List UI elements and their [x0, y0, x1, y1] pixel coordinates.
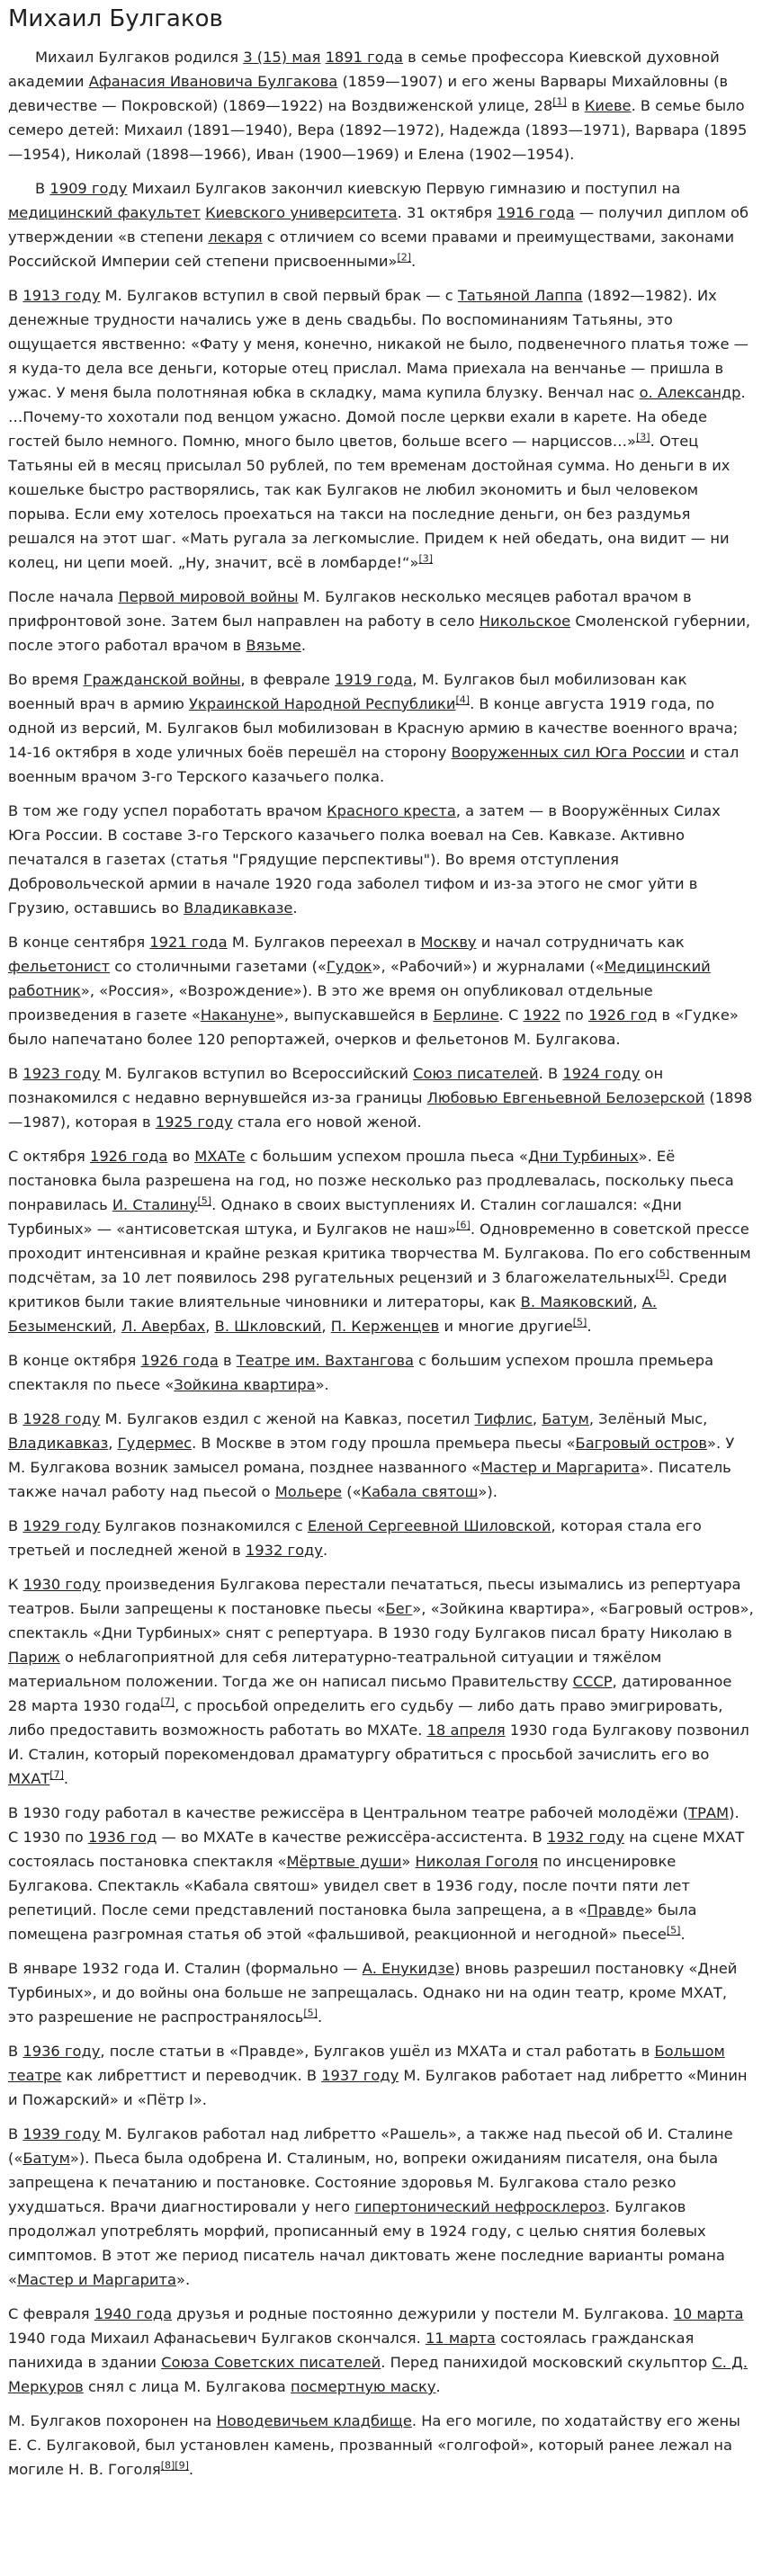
article-link[interactable]: А. Енукидзе [362, 1960, 455, 1977]
text-run: он познакомился с недавно вернувшейся из-за границы [8, 1065, 664, 1106]
article-link[interactable]: Театре им. Вахтангова [236, 1352, 414, 1369]
reference-superscript [175, 2460, 189, 2472]
article-link[interactable]: Батум [542, 1410, 589, 1427]
article-link[interactable]: фельетонист [8, 958, 111, 975]
text-run: Во время [8, 671, 84, 688]
text-run: , [632, 1293, 642, 1310]
text-run: », выпускавшейся в [274, 1006, 434, 1024]
article-link[interactable]: медицинский факультет [8, 204, 201, 221]
article-link[interactable]: МХАТ [8, 1770, 50, 1787]
text-run: во [167, 1148, 195, 1165]
text-run: В [8, 2125, 23, 2142]
article-link[interactable]: Новодевичьем кладбище [216, 2412, 412, 2429]
text-run: о неблагоприятной для себя литературно-театральной ситуации и тяжёлом материальном положении. Тогда же он написал письмо Правительству [8, 1649, 662, 1690]
text-run: Михаил Булгаков закончил киевскую Первую гимназию и поступил на [127, 180, 681, 197]
text-run: После начала [8, 588, 119, 605]
text-run: , [108, 1435, 118, 1452]
article-link[interactable]: 11 марта [425, 2330, 496, 2347]
text-run: на сцене МХАТ состоялась постановка спектакля « [8, 1829, 745, 1870]
article-link[interactable]: 1925 году [155, 1114, 233, 1131]
article-link[interactable]: Вязьме [246, 637, 301, 654]
article-link[interactable]: Татьяной Лаппа [457, 287, 583, 304]
text-run: и начал сотрудничать как [476, 934, 685, 951]
article-link[interactable]: А. Безыменский [8, 1293, 658, 1335]
reference-link[interactable]: [3] [636, 431, 650, 443]
text-run: В [8, 287, 23, 304]
paragraph [8, 2039, 754, 2112]
text-run: » [401, 1853, 416, 1870]
text-run: », «Зойкина квартира», «Багровый остров», спектакль «Дни Турбиных» снят с репертуара. В 1930 году Булгаков писал брату Николаю в [8, 1600, 754, 1641]
paragraph [8, 1061, 754, 1134]
text-run: . 31 октября [397, 204, 498, 221]
text-run: , датированное 28 марта 1930 года [8, 1673, 732, 1714]
text-run: , в феврале [240, 671, 336, 688]
article-link[interactable]: ТРАМ [688, 1804, 730, 1821]
text-run: с большим успехом прошла премьера спектакля по пьесе « [8, 1352, 714, 1393]
text-run: . [680, 1926, 686, 1943]
text-run: произведения Булгакова перестали печататься, пьесы изымались из репертуара театров. Были запрещены к постановке пьесы « [8, 1576, 741, 1617]
text-run: В [8, 1410, 23, 1427]
text-run: , [112, 1318, 121, 1335]
text-run: В [8, 1065, 23, 1082]
reference-link[interactable]: [5] [655, 1267, 670, 1280]
article-link[interactable]: 1891 года [325, 49, 403, 66]
reference-link[interactable]: [5] [303, 2007, 318, 2019]
reference-superscript [456, 1220, 471, 1231]
article-link[interactable]: Багровый остров [575, 1435, 708, 1452]
article-link[interactable]: Медицинский работник [8, 958, 711, 999]
text-run: . [63, 1770, 69, 1787]
text-run: . Булгаков продолжал употреблять морфий, прописанный ему в 1924 году, с целью снятия болевых симптомов. В этот же период писатель начал диктовать жене последние варианты романа « [8, 2198, 725, 2288]
article-link[interactable]: лекаря [208, 228, 263, 246]
text-run: . В [538, 1065, 563, 1082]
article-link[interactable]: Любовью Евгеньевной Белозерской [426, 1089, 705, 1106]
reference-superscript [636, 432, 650, 443]
article-link[interactable]: В. Маяковский [520, 1293, 633, 1310]
article-link[interactable]: Афанасия Ивановича Булгакова [88, 73, 338, 90]
article-link[interactable]: Первой мировой войны [118, 588, 299, 605]
paragraph [8, 176, 754, 273]
text-run: В конце сентября [8, 934, 150, 951]
text-run: как либреттист и переводчик. В [61, 2067, 322, 2084]
text-run: снял с лица М. Булгакова [83, 2378, 291, 2395]
paragraph [8, 1407, 754, 1504]
text-run: », «Рабочий») и журналами (« [372, 958, 605, 975]
text-run: С февраля [8, 2305, 94, 2322]
text-run: К [8, 1576, 23, 1593]
text-run: состоялась гражданская панихида в здании [8, 2330, 695, 2371]
text-run: »). [478, 1483, 498, 1500]
article-link[interactable]: Зойкина квартира [174, 1376, 316, 1393]
text-run: В конце октября [8, 1352, 141, 1369]
text-run: . Среди критиков были такие влиятельные чиновники и литераторы, как [8, 1269, 728, 1310]
text-run: ) вновь разрешил постановку «Дней Турбиных», и до войны она больше не запрещалась. Однако ни на один театр, кроме МХАТ, это разрешение не распространялось [8, 1960, 738, 2026]
reference-link[interactable]: [8] [160, 2459, 175, 2472]
text-run: , а затем — в Вооружённых Силах Юга России. В составе 3-го Терского казачьего полка воевал на Сев. Кавказе. Активно печатался в газетах (статья "Грядущие перспективы"). Во время отступления Добровольческой армии в начале 1920 года заболел тифом и из-за этого не смог уйти в Грузию, оставшись во [8, 802, 721, 917]
article-link[interactable]: 1919 года [335, 671, 413, 688]
text-run: . Одновременно в советской прессе проходит интенсивная и крайне резкая критика творчества М. Булгакова. По его собственным подсчётам, за 10 лет появилось 298 ругательных рецензий и 3 благожелательных [8, 1221, 751, 1286]
text-run: . Однако в своих выступлениях И. Сталин соглашался: «Дни Турбиных» — «антисоветская штука, и Булгаков не наш» [8, 1196, 682, 1238]
article-link[interactable]: Союза Советских писателей [161, 2354, 381, 2371]
text-run: , [532, 1410, 542, 1427]
text-run: с отличием со всеми правами и преимуществами, законами Российской Империи сей степени присвоенными» [8, 228, 735, 270]
text-run: . Отец Татьяны ей в месяц присылал 50 рублей, по тем временам достойная сумма. Но деньги в их кошельке быстро растворялись, так как Булгаков не любил экономить и был человеком порыва. Если ему хотелось проехаться на такси на последние деньги, он без раздумья решался на этот шаг. «Мать ругала за легкомыслие. Придем к ней обедать, она видит — ни колец, ни цепи моей. „Ну, значит, всё в ломбарде!“» [8, 433, 731, 571]
paragraph [8, 667, 754, 789]
article-link[interactable]: 1932 году [245, 1542, 323, 1559]
text-run: М. Булгаков ездил с женой на Кавказ, посетил [100, 1410, 475, 1427]
article-link[interactable]: 1923 году [22, 1065, 101, 1082]
article-link[interactable]: И. Сталину [112, 1196, 198, 1213]
paragraph [8, 2409, 754, 2482]
text-run: В [35, 180, 50, 197]
text-run: М. Булгаков работал над либретто «Рашель», а также над пьесой об И. Сталине (« [8, 2125, 733, 2167]
article-link[interactable]: МХАТе [194, 1148, 246, 1165]
text-run: (1859—1907) и его жены Варвары Михайловны (в девичестве — Покровской) (1869—1922) на Воздвиженской улице, 28 [8, 73, 729, 114]
article-link[interactable]: Киевского университета [205, 204, 398, 221]
text-run: . В семье было семеро детей: Михаил (1891—1940), Вера (1892—1972), Надежда (1893—1971), Варвара (1895—1954), Николай (1898—1966), Иван (1900—1969) и Елена (1902—1954). [8, 97, 748, 163]
article-link[interactable]: 1926 года [89, 1148, 168, 1165]
article-link[interactable]: 1922 [523, 1006, 560, 1024]
text-run: ». У М. Булгакова возник замысел романа, позднее названного « [8, 1435, 735, 1476]
article-link[interactable]: Украинской Народной Республики [189, 695, 456, 712]
text-run: . [435, 2378, 441, 2395]
article-link[interactable]: 1939 году [22, 2125, 101, 2142]
text-run: »). Пьеса была одобрена И. Сталиным, но, вопреки ожиданиям писателя, она была запрещена к печатанию и постановке. Состояние здоровья М. Булгакова стало резко ухудшаться. Врачи диагностировали у него [8, 2150, 719, 2215]
article-link[interactable]: П. Керженцев [330, 1318, 440, 1335]
text-run: , которая стала его третьей и последней женой в [8, 1517, 702, 1559]
reference-superscript [455, 694, 470, 706]
reference-superscript [552, 96, 567, 108]
article-link[interactable]: Бег [385, 1600, 413, 1617]
text-run: 1930 года Булгакову позвонил И. Сталин, который порекомендовал драматургу обратиться с просьбой зачислить его во [8, 1722, 749, 1763]
article-link[interactable]: 1940 года [94, 2305, 173, 2322]
article-link[interactable]: 3 (15) мая [243, 49, 321, 66]
article-link[interactable]: Мёртвые души [286, 1853, 402, 1870]
text-run: . …Почему-то хохотали под венцом ужасно. Домой после церкви ехали в карете. На обеде гостей было немного. Помню, много было цветов, больше всего — нарциссов…» [8, 384, 746, 450]
reference-link[interactable]: [2] [397, 251, 412, 264]
article-link[interactable]: Дни Турбиных [527, 1148, 639, 1165]
reference-superscript [198, 1195, 212, 1207]
reference-link[interactable]: [7] [49, 1768, 64, 1781]
article-link[interactable]: Союз писателей [413, 1065, 539, 1082]
text-run: , [205, 1318, 215, 1335]
article-link[interactable]: 1909 году [49, 180, 128, 197]
article-link[interactable]: Мольере [274, 1483, 343, 1500]
text-run: Смоленской губернии, после этого работал врачом в [8, 613, 751, 654]
text-run: . На его могиле, по ходатайству его жены Е. С. Булгаковой, был установлен камень, прозванный «голгофой», который ранее лежал на могиле Н. В. Гоголя [8, 2412, 740, 2478]
article-link[interactable]: 1936 год [87, 1829, 157, 1846]
article-link[interactable]: 1929 году [22, 1517, 101, 1534]
paragraph [8, 585, 754, 657]
article-link[interactable]: 18 апреля [426, 1722, 506, 1739]
text-run: со столичными газетами (« [110, 958, 327, 975]
article-link[interactable]: Мастер и Маргарита [16, 2271, 176, 2288]
reference-link[interactable]: [9] [175, 2459, 189, 2472]
article-link[interactable]: Никольское [479, 613, 571, 630]
text-run: (« [342, 1483, 362, 1500]
article-link[interactable]: Гудермес [117, 1435, 193, 1452]
text-run: В 1930 году работал в качестве режиссёра в Центральном театре рабочей молодёжи ( [8, 1804, 689, 1821]
paragraph [8, 283, 754, 575]
article-link[interactable]: Гражданской войны [83, 671, 241, 688]
article-link[interactable]: Мастер и Маргарита [480, 1459, 641, 1476]
text-run: . [317, 2008, 323, 2026]
text-run: стала его новой женой. [232, 1114, 422, 1131]
article-link[interactable]: 1937 году [321, 2067, 399, 2084]
text-run: по [560, 1006, 588, 1024]
article-link[interactable]: Кабала святош [361, 1483, 479, 1500]
text-run: . [188, 2461, 194, 2478]
text-run: . Перед панихидой московский скульптор [381, 2354, 713, 2371]
text-run: В [8, 2043, 23, 2060]
reference-superscript [667, 1925, 681, 1936]
text-run: , Зелёный Мыс, [588, 1410, 708, 1427]
article-link[interactable]: В. Шкловский [214, 1318, 322, 1335]
text-run: 1940 года Михаил Афанасьевич Булгаков скончался. [8, 2330, 426, 2347]
text-run: , [321, 1318, 331, 1335]
paragraph [8, 45, 754, 166]
article-link[interactable]: Л. Авербах [121, 1318, 206, 1335]
article-link[interactable]: Берлине [433, 1006, 499, 1024]
paragraph [8, 1348, 754, 1397]
article-link[interactable]: С. Д. Меркуров [8, 2354, 749, 2395]
text-run: . С [498, 1006, 524, 1024]
article-link[interactable]: 1936 году [22, 2043, 101, 2060]
text-run: Михаил Булгаков родился [35, 49, 244, 66]
paragraph [8, 799, 754, 920]
text-run: в [566, 97, 585, 114]
text-run: , М. Булгаков был мобилизован как военный врач в армию [8, 671, 687, 712]
text-run: . [322, 1542, 328, 1559]
article-link[interactable]: Еленой Сергеевной Шиловской [307, 1517, 551, 1534]
text-run: . В Москве в этом году прошла премьера пьесы « [192, 1435, 576, 1452]
article-link[interactable]: 1924 году [562, 1065, 641, 1082]
article-link[interactable]: 1926 года [140, 1352, 219, 1369]
text-run: и многие другие [439, 1318, 573, 1335]
reference-superscript [49, 1769, 64, 1781]
page-title: Михаил Булгаков [8, 5, 223, 32]
text-run: В том же году успел поработать врачом [8, 802, 327, 819]
reference-link[interactable]: [5] [197, 1194, 212, 1207]
article-link[interactable]: Николая Гоголя [415, 1853, 539, 1870]
reference-superscript [573, 1317, 587, 1328]
text-run: (1898—1987), которая в [8, 1089, 753, 1131]
text-run: и стал военным врачом 3-го Терского казачьего полка. [8, 744, 740, 785]
reference-superscript [160, 1696, 175, 1708]
reference-link[interactable]: [6] [456, 1219, 471, 1231]
text-run: в [218, 1352, 237, 1369]
text-run: . [411, 253, 417, 270]
article-link[interactable]: о. Александр [639, 384, 741, 401]
reference-link[interactable]: [3] [418, 552, 434, 565]
text-run: М. Булгаков переехал в [227, 934, 421, 951]
article-link[interactable]: 1916 года [497, 204, 575, 221]
text-run: », «Россия», «Возрождение»). В это же время он опубликовал отдельные произведения в газете « [8, 982, 653, 1024]
text-run: В январе 1932 года И. Сталин (формально — [8, 1960, 363, 1977]
text-run: с большим успехом прошла пьеса « [245, 1148, 528, 1165]
reference-superscript [418, 553, 433, 565]
text-run: — получил диплом об утверждении «в степени [8, 204, 749, 246]
article-link[interactable]: Батум [22, 2150, 70, 2167]
article-link[interactable]: 1932 году [547, 1829, 625, 1846]
paragraph [8, 1572, 754, 1791]
article-link[interactable]: 1928 году [22, 1410, 101, 1427]
text-run: . [300, 637, 307, 654]
text-run: М. Булгаков похоронен на [8, 2412, 217, 2429]
text-run: М. Булгаков вступил во Всероссийский [100, 1065, 414, 1082]
article-link[interactable]: гипертонический нефросклероз [354, 2198, 605, 2215]
text-run: , с просьбой определить его судьбу — либо дать право эмигрировать, либо предоставить возможность работать во МХАТе. [8, 1697, 723, 1739]
article-link[interactable]: 1921 года [149, 934, 228, 951]
text-run: друзья и родные постоянно дежурили у постели М. Булгакова. [172, 2305, 674, 2322]
reference-link[interactable]: [1] [552, 95, 567, 108]
paragraph [8, 2302, 754, 2399]
text-run: (1892—1982). Их денежные трудности начались уже в день свадьбы. По воспоминаниям Татьяны, это ощущается явственно: «Фату у меня, конечно, никакой не было, подвенечного платья тоже — я куда-то дела все деньги, которые отец прислал. Мама приехала на венчанье — пришла в ужас. У меня была полотняная юбка в складку, мама купила блузку. Венчал нас [8, 287, 749, 401]
paragraph [8, 1956, 754, 2029]
text-run: М. Булгаков работает над либретто «Минин и Пожарский» и «Пётр I». [8, 2067, 748, 2108]
article-link[interactable]: Гудок [326, 958, 372, 975]
paragraph [8, 930, 754, 1051]
reference-link[interactable]: [7] [160, 1695, 175, 1708]
text-run: В [8, 1517, 23, 1534]
article-link[interactable]: 1913 году [22, 287, 101, 304]
paragraph [8, 1801, 754, 1946]
text-run: М. Булгаков несколько месяцев работал врачом в прифронтовой зоне. Затем был направлен на работу в село [8, 588, 692, 630]
text-run: . [292, 899, 298, 917]
article-body [8, 45, 754, 2482]
reference-superscript [303, 2008, 318, 2019]
text-run: , после статьи в «Правде», Булгаков ушёл из МХАТа и стал работать в [100, 2043, 655, 2060]
article-link[interactable]: Киеве [584, 97, 632, 114]
text-run: в «Гудке» было напечатано более 120 репортажей, очерков и фельетонов М. Булгакова. [8, 1006, 739, 1048]
article-link[interactable]: Вооруженных сил Юга России [451, 744, 686, 761]
article-link[interactable]: 1930 году [22, 1576, 101, 1593]
text-run: — во МХАТе в качестве режиссёра-ассистента. В [157, 1829, 548, 1846]
text-run: С октября [8, 1148, 90, 1165]
text-run: ». [315, 1376, 329, 1393]
article-link[interactable]: Правде [587, 1901, 645, 1919]
text-run: ». Писатель также начал работу над пьесой о [8, 1459, 731, 1500]
reference-link[interactable]: [5] [572, 1316, 587, 1328]
article-link[interactable]: Владикавказ [8, 1435, 109, 1452]
reference-superscript [397, 252, 411, 264]
article-link[interactable]: Большом театре [8, 2043, 725, 2084]
text-run: . [587, 1318, 592, 1335]
text-run: ). С 1930 по [8, 1804, 740, 1846]
article-link[interactable]: Москву [420, 934, 477, 951]
text-run: ». [175, 2271, 191, 2288]
reference-link[interactable]: [4] [455, 693, 471, 706]
paragraph [8, 2122, 754, 2292]
reference-superscript [656, 1268, 670, 1280]
reference-superscript [161, 2460, 175, 2472]
article-link[interactable]: Париж [8, 1649, 60, 1666]
text-run: » была помещена разгромная статья об этой «фальшивой, реакционной и негодной» пьесе [8, 1901, 697, 1943]
paragraph [8, 1144, 754, 1338]
text-run: по инсценировке Булгакова. Спектакль «Кабала святош» увидел свет в 1936 году, после почти пяти лет репетиций. После семи представлений постановка была запрещена, а в « [8, 1853, 690, 1919]
article-link[interactable]: 1926 год [587, 1006, 658, 1024]
article-link[interactable]: Накануне [200, 1006, 275, 1024]
text-run: ». Её постановка была разрешена на год, но позже несколько раз продлевалась, поскольку пьеса понравилась [8, 1148, 734, 1213]
article-link[interactable]: Владикавказе [184, 899, 293, 917]
article-link[interactable]: 10 марта [673, 2305, 744, 2322]
text-run: Булгаков познакомился с [100, 1517, 308, 1534]
text-run: в семье профессора Киевской духовной академии [8, 49, 720, 90]
reference-link[interactable]: [5] [666, 1924, 681, 1936]
article-link[interactable]: посмертную маску [290, 2378, 436, 2395]
article-link[interactable]: Красного креста [327, 802, 456, 819]
article-link[interactable]: Тифлис [474, 1410, 533, 1427]
text-run: . В конце августа 1919 года, по одной из версий, М. Булгаков был мобилизован в Красную армию в качестве военного врача; 14-16 октября в ходе уличных боёв перешёл на сторону [8, 695, 739, 761]
text-run: М. Булгаков вступил в свой первый брак — с [100, 287, 458, 304]
article-link[interactable]: СССР [572, 1673, 613, 1690]
paragraph [8, 1514, 754, 1562]
